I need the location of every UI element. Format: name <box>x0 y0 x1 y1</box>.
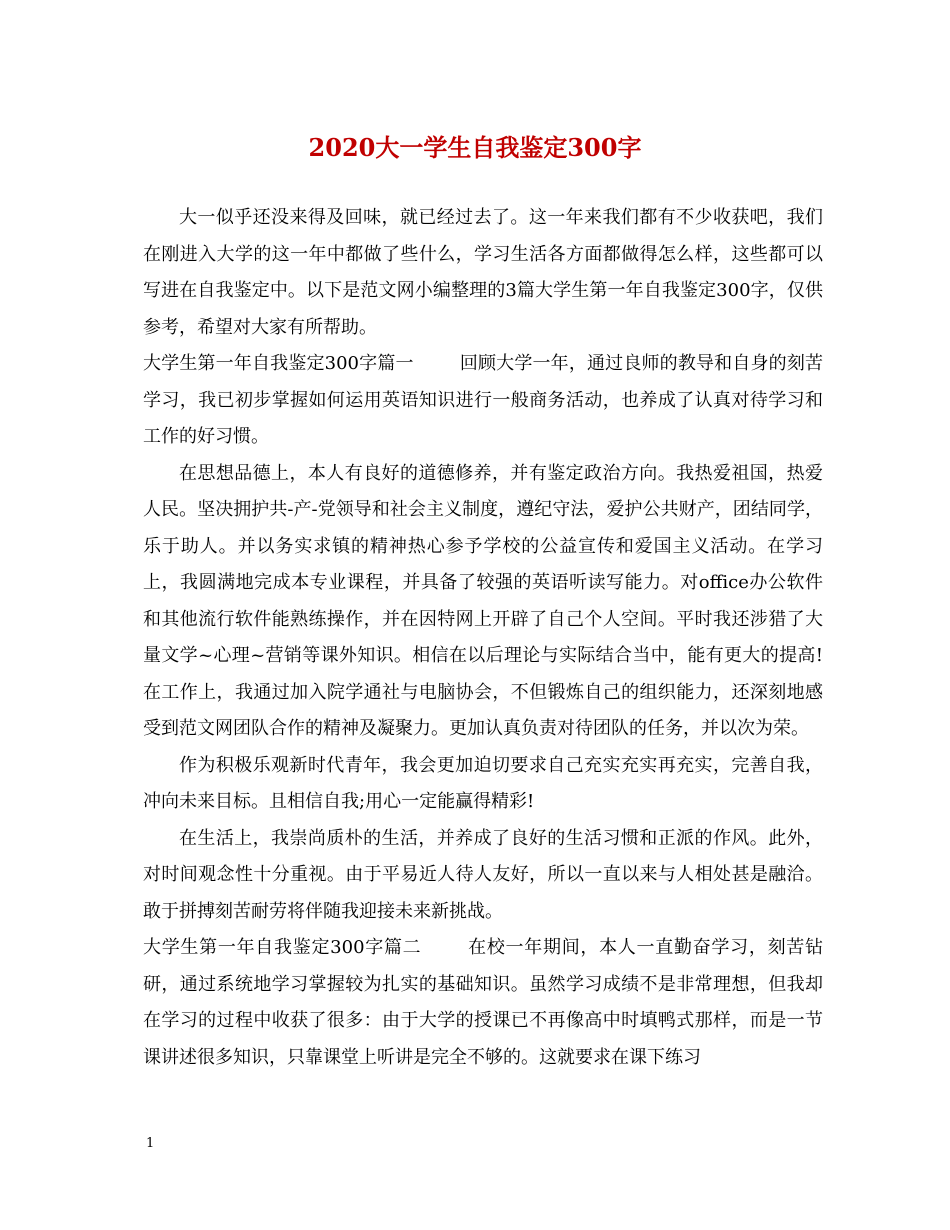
page-number: 1 <box>146 1136 155 1151</box>
paragraph-life: 在生活上，我崇尚质朴的生活，并养成了良好的生活习惯和正派的作风。此外，对时间观念性十分重视。由于平易近人待人友好，所以一直以来与人相处甚是融洽。敢于拼搏刻苦耐劳将伴随我迎接未来新挑战。 <box>143 827 823 922</box>
section1-text: 回顾大学一年，通过良师的教导和自身的刻苦学习，我已初步掌握如何运用英语知识进行一般商务活动，也养成了认真对待学习和工作的好习惯。 <box>143 353 824 447</box>
section2-heading: 大学生第一年自我鉴定300字篇二 <box>143 937 422 958</box>
section2-text: 在校一年期间，本人一直勤奋学习，刻苦钻研，通过系统地学习掌握较为扎实的基础知识。虽然学习成绩不是非常理想，但我却在学习的过程中收获了很多：由于大学的授课已不再像高中时填鸭式那样，而是一节课讲述很多知识，只靠课堂上听讲是完全不够的。这就要求在课下练习 <box>143 937 824 1068</box>
section1-heading: 大学生第一年自我鉴定300字篇一 <box>143 353 414 374</box>
intro-paragraph: 大一似乎还没来得及回味，就已经过去了。这一年来我们都有不少收获吧，我们在刚进入大学的这一年中都做了些什么，学习生活各方面都做得怎么样，这些都可以写进在自我鉴定中。以下是范文网小编整理的3篇大学生第一年自我鉴定300字，仅供参考，希望对大家有所帮助。 <box>143 207 823 338</box>
page-title: 2020大一学生自我鉴定300字 <box>308 133 642 162</box>
paragraph-youth: 作为积极乐观新时代青年，我会更加迫切要求自己充实充实再充实，完善自我，冲向未来目标。且相信自我;用心一定能赢得精彩! <box>143 754 823 812</box>
section2-paragraph <box>143 930 823 1076</box>
section1-paragraph <box>143 346 823 456</box>
paragraph-ideology: 在思想品德上，本人有良好的道德修养，并有鉴定政治方向。我热爱祖国，热爱人民。坚决拥护共-产-党领导和社会主义制度，遵纪守法，爱护公共财产，团结同学，乐于助人。并以务实求镇的精神热心参予学校的公益宣传和爱国主义活动。在学习上，我圆满地完成本专业课程，并具备了较强的英语听读写能力。对office办公软件和其他流行软件能熟练操作，并在因特网上开辟了自己个人空间。平时我还涉猎了大量文学~心理~营销等课外知识。相信在以后理论与实际结合当中，能有更大的提高!在工作上，我通过加入院学通社与电脑协会，不但锻炼自己的组织能力，还深刻地感受到范文网团队合作的精神及凝聚力。更加认真负责对待团队的任务，并以次为荣。 <box>143 462 823 739</box>
document-body <box>143 200 823 1076</box>
